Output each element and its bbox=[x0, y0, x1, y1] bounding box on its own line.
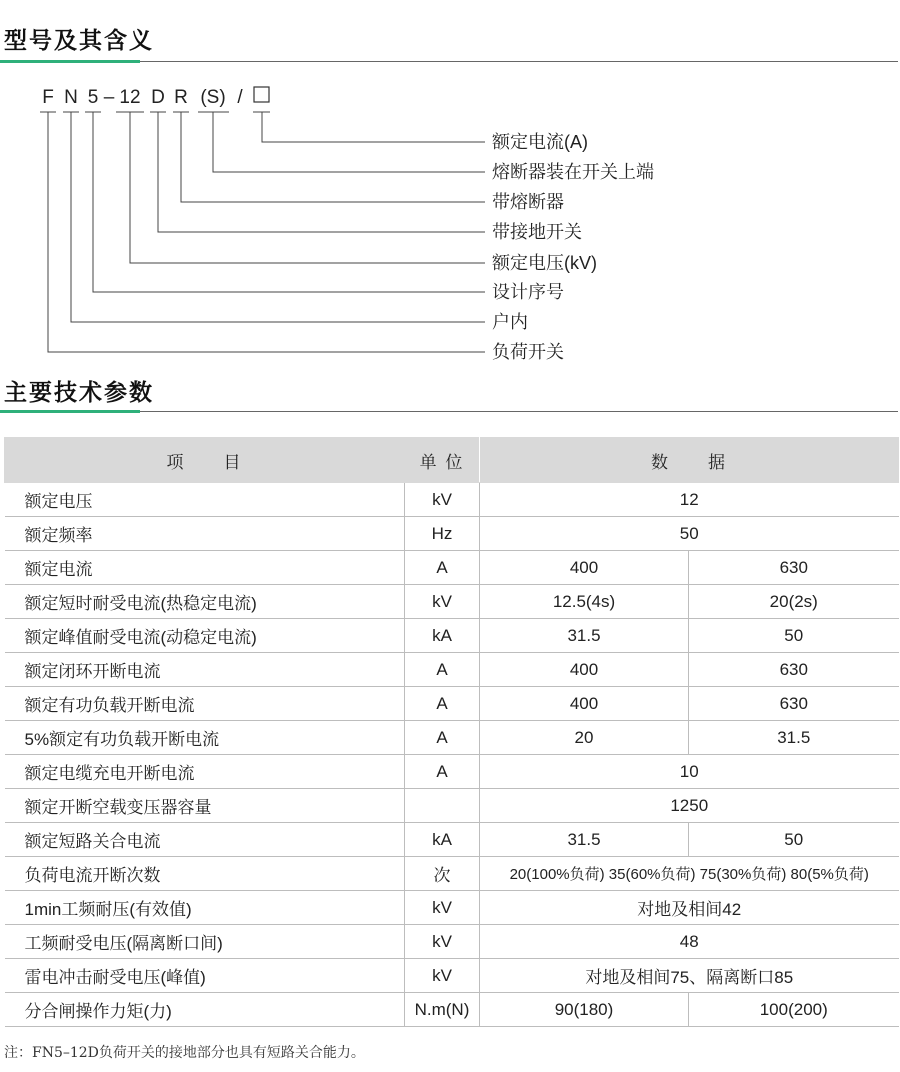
header-unit: 单 位 bbox=[405, 438, 480, 483]
technical-parameters-table bbox=[4, 437, 899, 1027]
row-value-b: 31.5 bbox=[689, 721, 899, 755]
row-value-a: 20 bbox=[480, 721, 689, 755]
header-data: 数 据 bbox=[480, 438, 899, 483]
section-accent-bar bbox=[0, 410, 140, 413]
row-value-a: 31.5 bbox=[480, 823, 689, 857]
row-value: 50 bbox=[480, 517, 899, 551]
model-seg-n: N bbox=[64, 87, 78, 108]
label-with-earthing-switch: 带接地开关 bbox=[492, 222, 582, 242]
table-header-row bbox=[5, 438, 899, 483]
row-value: 48 bbox=[480, 925, 899, 959]
row-unit bbox=[405, 789, 480, 823]
table-row bbox=[5, 483, 899, 517]
row-unit: Hz bbox=[405, 517, 480, 551]
row-value: 对地及相间42 bbox=[480, 891, 899, 925]
row-item: 额定电流 bbox=[5, 551, 405, 585]
footnote: 注：FN5–12D负荷开关的接地部分也具有短路关合能力。 bbox=[4, 1045, 365, 1061]
row-unit: N.m(N) bbox=[405, 993, 480, 1027]
table-row bbox=[5, 993, 899, 1027]
table-row bbox=[5, 755, 899, 789]
row-item: 额定闭环开断电流 bbox=[5, 653, 405, 687]
label-rated-current: 额定电流(A) bbox=[492, 132, 588, 152]
row-item: 额定峰值耐受电流(动稳定电流) bbox=[5, 619, 405, 653]
model-seg-r: R bbox=[174, 87, 188, 108]
row-item: 雷电冲击耐受电压(峰值) bbox=[5, 959, 405, 993]
row-value: 12 bbox=[480, 483, 899, 517]
model-seg-f: F bbox=[42, 87, 54, 108]
row-unit: A bbox=[405, 721, 480, 755]
label-fuse-top: 熔断器装在开关上端 bbox=[492, 162, 654, 182]
table-row bbox=[5, 585, 899, 619]
table-row bbox=[5, 891, 899, 925]
model-seg-dash: – bbox=[103, 87, 115, 108]
row-item: 工频耐受电压(隔离断口间) bbox=[5, 925, 405, 959]
table-row bbox=[5, 551, 899, 585]
row-value: 1250 bbox=[480, 789, 899, 823]
model-seg-s: (S) bbox=[200, 87, 226, 108]
row-value-b: 50 bbox=[689, 823, 899, 857]
row-value-b: 630 bbox=[689, 653, 899, 687]
row-unit: kV bbox=[405, 483, 480, 517]
header-item: 项 目 bbox=[5, 438, 405, 483]
row-unit: kV bbox=[405, 925, 480, 959]
model-designation-diagram bbox=[0, 0, 900, 370]
row-item: 1min工频耐压(有效值) bbox=[5, 891, 405, 925]
model-seg-box-icon bbox=[254, 87, 269, 102]
row-item: 额定频率 bbox=[5, 517, 405, 551]
row-value-a: 400 bbox=[480, 551, 689, 585]
table-row bbox=[5, 721, 899, 755]
row-unit: A bbox=[405, 653, 480, 687]
row-unit: A bbox=[405, 551, 480, 585]
model-seg-voltage: 12 bbox=[119, 87, 141, 108]
row-item: 额定电压 bbox=[5, 483, 405, 517]
row-item: 额定短时耐受电流(热稳定电流) bbox=[5, 585, 405, 619]
section-title-specs: 主要技术参数 bbox=[4, 380, 154, 406]
row-unit: kA bbox=[405, 823, 480, 857]
row-unit: 次 bbox=[405, 857, 480, 891]
label-rated-voltage: 额定电压(kV) bbox=[492, 253, 597, 273]
table-row bbox=[5, 823, 899, 857]
table-row bbox=[5, 857, 899, 891]
label-design-number: 设计序号 bbox=[492, 282, 564, 302]
row-value-b: 100(200) bbox=[689, 993, 899, 1027]
row-item: 额定开断空载变压器容量 bbox=[5, 789, 405, 823]
row-item: 额定短路关合电流 bbox=[5, 823, 405, 857]
table-row bbox=[5, 517, 899, 551]
row-value-a: 400 bbox=[480, 687, 689, 721]
model-seg-d: D bbox=[151, 87, 165, 108]
row-unit: kV bbox=[405, 959, 480, 993]
row-unit: kV bbox=[405, 891, 480, 925]
table-row bbox=[5, 687, 899, 721]
row-value-a: 90(180) bbox=[480, 993, 689, 1027]
row-value-b: 630 bbox=[689, 687, 899, 721]
row-value: 20(100%负荷) 35(60%负荷) 75(30%负荷) 80(5%负荷) bbox=[480, 857, 899, 891]
row-value-a: 12.5(4s) bbox=[480, 585, 689, 619]
table-row bbox=[5, 789, 899, 823]
row-unit: A bbox=[405, 755, 480, 789]
row-unit: kV bbox=[405, 585, 480, 619]
row-value-b: 50 bbox=[689, 619, 899, 653]
row-item: 5%额定有功负载开断电流 bbox=[5, 721, 405, 755]
row-value: 10 bbox=[480, 755, 899, 789]
row-item: 额定有功负载开断电流 bbox=[5, 687, 405, 721]
row-item: 分合闸操作力矩(力) bbox=[5, 993, 405, 1027]
model-seg-slash: / bbox=[237, 87, 243, 108]
row-value: 对地及相间75、隔离断口85 bbox=[480, 959, 899, 993]
row-unit: A bbox=[405, 687, 480, 721]
row-item: 负荷电流开断次数 bbox=[5, 857, 405, 891]
table-row bbox=[5, 925, 899, 959]
row-value-b: 630 bbox=[689, 551, 899, 585]
row-value-a: 400 bbox=[480, 653, 689, 687]
model-seg-design: 5 bbox=[87, 87, 99, 108]
label-with-fuse: 带熔断器 bbox=[492, 192, 564, 212]
row-value-a: 31.5 bbox=[480, 619, 689, 653]
row-value-b: 20(2s) bbox=[689, 585, 899, 619]
row-item: 额定电缆充电开断电流 bbox=[5, 755, 405, 789]
row-unit: kA bbox=[405, 619, 480, 653]
table-row bbox=[5, 619, 899, 653]
table-row bbox=[5, 959, 899, 993]
label-indoor: 户内 bbox=[492, 312, 528, 332]
label-load-switch: 负荷开关 bbox=[492, 342, 564, 362]
section-title-model: 型号及其含义 bbox=[4, 28, 154, 54]
table-row bbox=[5, 653, 899, 687]
